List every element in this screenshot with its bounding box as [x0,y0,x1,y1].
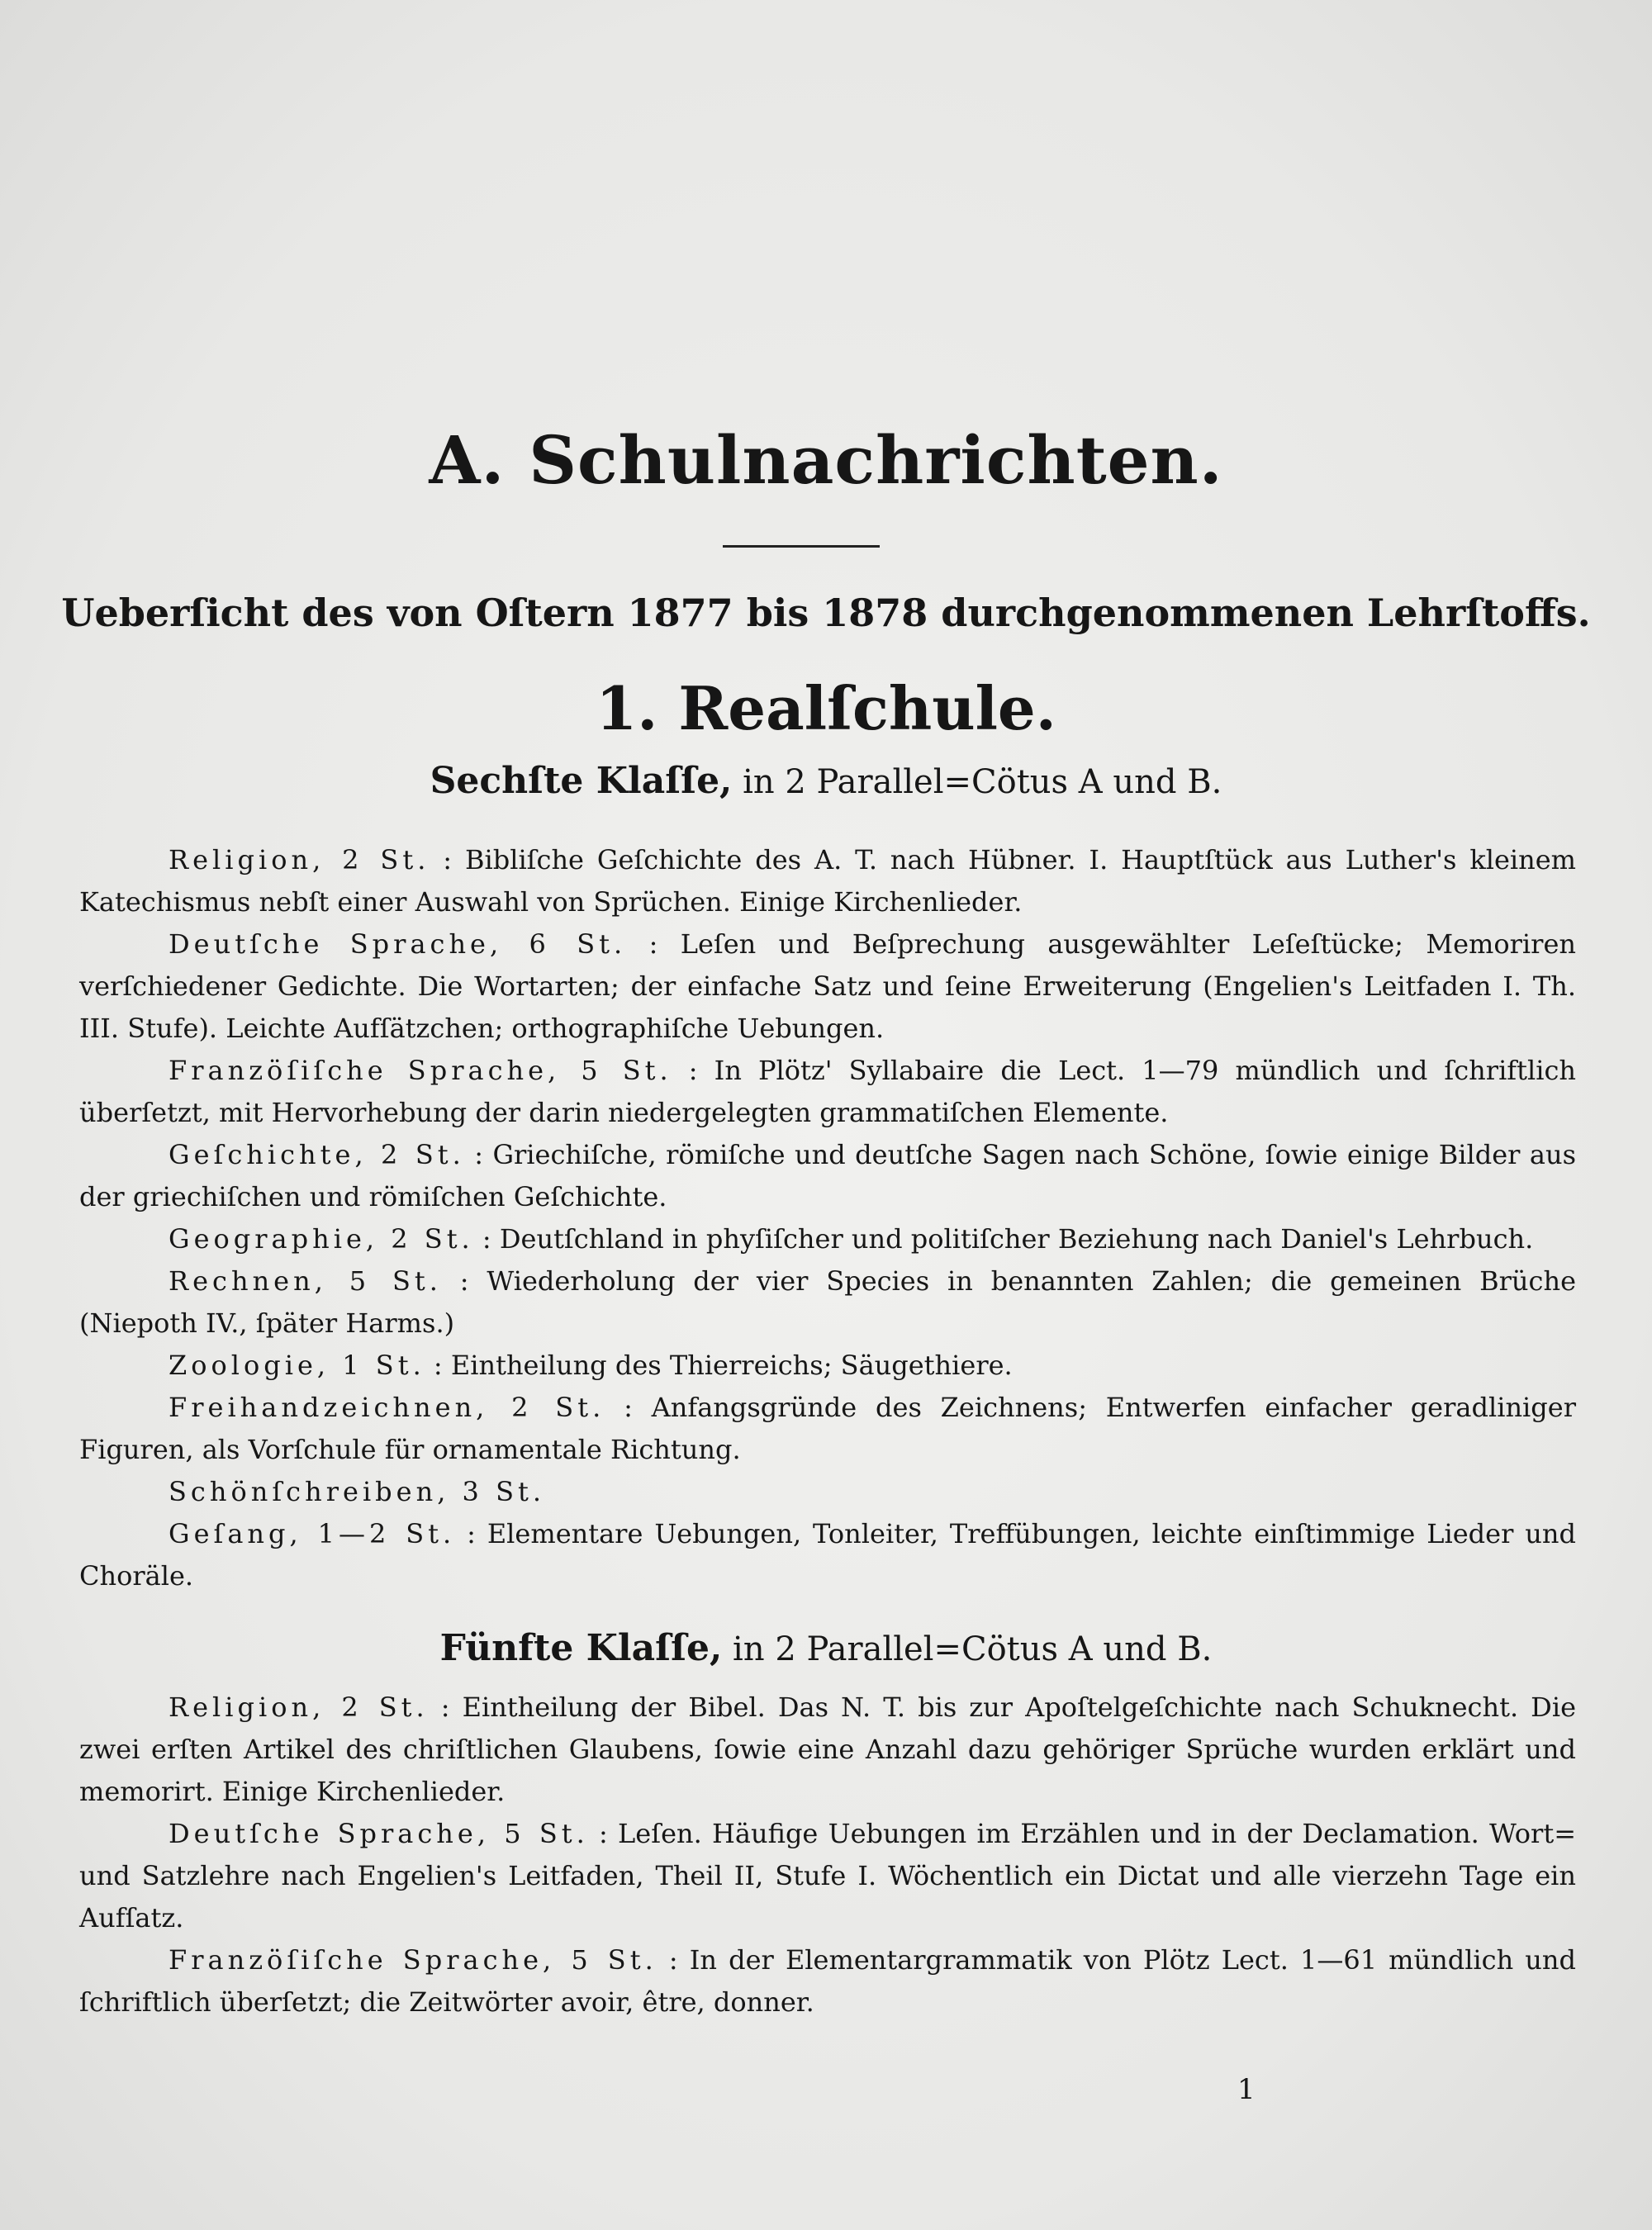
section-title: Sechſte Klaſſe, [430,760,733,802]
subject-text: : Deutſchland in phyſiſcher und politiſcher Beziehung nach Daniel's Lehrbuch. [473,1223,1534,1255]
subject-label: Schönſchreiben, 3 St. [169,1476,546,1507]
subject-text: : Wiederholung der vier Species in benannten Zahlen; die gemeinen Brüche (Niepoth IV., ſpäter Harms.) [79,1265,1577,1339]
divider-rule [723,545,880,548]
heading-main: A. Schulnachrichten. [429,421,1223,499]
subject-text: : In Plötz' Syllabaire die Lect. 1—79 mündlich und ſchriftlich überſetzt, mit Hervorhebung der darin niedergelegten grammatiſchen Elemente. [79,1055,1577,1128]
subject-label: Religion, 2 St. [169,1691,429,1723]
section-heading-sechste-klasse [0,760,1652,802]
heading-school: 1. Realſchule. [596,673,1056,743]
subject-text: : Eintheilung des Thierreichs; Säugethiere. [425,1350,1013,1381]
section-subtitle: in 2 Parallel=Cötus A und B. [743,763,1222,801]
subject-entry [79,839,1576,923]
subject-entry [79,1218,1576,1260]
subject-entry [79,1260,1576,1345]
subject-text: : Elementare Uebungen, Tonleiter, Treffübungen, leichte einſtimmige Lieder und Choräle. [79,1518,1577,1592]
subject-label: Franzöſiſche Sprache, 5 St. [169,1944,657,1976]
page-number: 1 [1237,2073,1256,2106]
section-heading-fuenfte-klasse [0,1627,1652,1669]
subject-entry [79,1939,1576,2024]
section-body-sechste-klasse [79,839,1576,1597]
subject-entry [79,1513,1576,1597]
subject-entry [79,1687,1576,1813]
subject-label: Freihandzeichnen, 2 St. [169,1392,605,1423]
subject-label: Geographie, 2 St. [169,1223,474,1255]
subject-text: : Eintheilung der Bibel. Das N. T. bis zur Apoſtelgeſchichte nach Schuknecht. Die zwei erſten Artikel des chriſtlichen Glaubens, ſowie eine Anzahl dazu gehöriger Sprüche wurden erklärt und memorirt. Einige Kirchenlieder. [79,1691,1577,1807]
subject-label: Rechnen, 5 St. [169,1265,442,1297]
heading-overview: Ueberſicht des von Oſtern 1877 bis 1878 durchgenommenen Lehrſtoffs. [61,591,1591,635]
subject-label: Zoologie, 1 St. [169,1350,425,1381]
subject-label: Franzöſiſche Sprache, 5 St. [169,1055,672,1086]
subject-entry [79,1345,1576,1387]
subject-entry [79,1387,1576,1471]
subject-entry [79,923,1576,1050]
section-subtitle: in 2 Parallel=Cötus A und B. [733,1630,1213,1668]
subject-entry [79,1050,1576,1134]
subject-text: : Leſen. Häufige Uebungen im Erzählen und in der Declamation. Wort= und Satzlehre nach Engelien's Leitfaden, Theil II, Stufe I. Wöchentlich ein Dictat und alle vierzehn Tage ein Aufſatz. [79,1818,1577,1933]
subject-text: : Bibliſche Geſchichte des A. T. nach Hübner. I. Hauptſtück aus Luther's kleinem Katechismus nebſt einer Auswahl von Sprüchen. Einige Kirchenlieder. [79,844,1577,918]
section-body-fuenfte-klasse [79,1687,1576,2024]
subject-entry [79,1471,1576,1513]
subject-label: Geſchichte, 2 St. [169,1139,465,1170]
subject-label: Deutſche Sprache, 5 St. [169,1818,589,1849]
subject-label: Religion, 2 St. [169,844,430,875]
subject-text: : In der Elementargrammatik von Plötz Lect. 1—61 mündlich und ſchriftlich überſetzt; die Zeitwörter avoir, être, donner. [79,1944,1577,2018]
subject-text: : Anfangsgründe des Zeichnens; Entwerfen einfacher geradliniger Figuren, als Vorſchule für ornamentale Richtung. [79,1392,1577,1465]
subject-entry [79,1134,1576,1218]
subject-text: : Leſen und Beſprechung ausgewählter Leſeſtücke; Memoriren verſchiedener Gedichte. Die Wortarten; der einfache Satz und ſeine Erweiterung (Engelien's Leitfaden I. Th. III. Stufe). Leichte Aufſätzchen; orthographiſche Uebungen. [79,928,1577,1044]
subject-label: Geſang, 1—2 St. [169,1518,456,1549]
subject-label: Deutſche Sprache, 6 St. [169,928,627,960]
section-title: Fünfte Klaſſe, [439,1627,723,1669]
subject-entry [79,1813,1576,1939]
subject-text: : Griechiſche, römiſche und deutſche Sagen nach Schöne, ſowie einige Bilder aus der griechiſchen und römiſchen Geſchichte. [79,1139,1577,1212]
